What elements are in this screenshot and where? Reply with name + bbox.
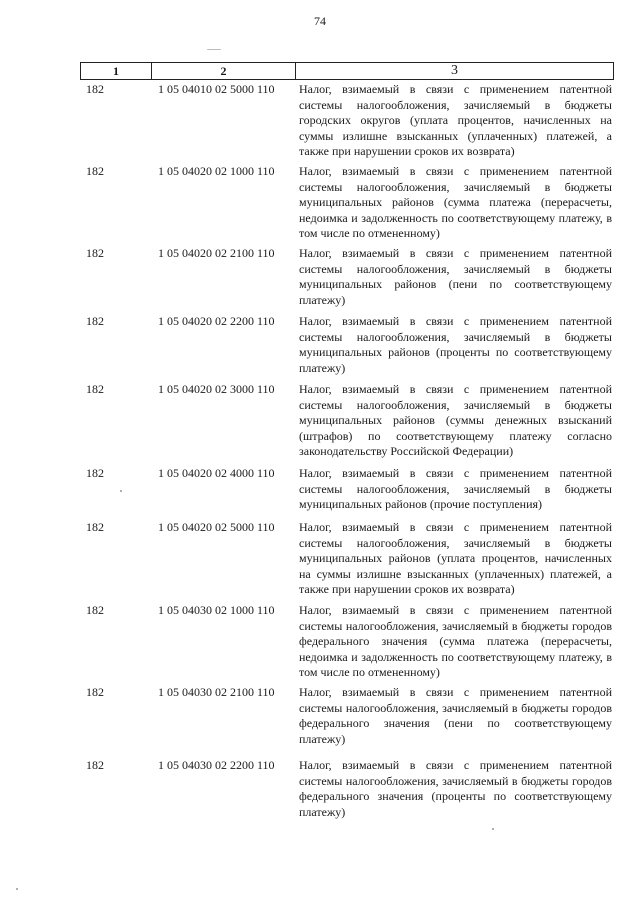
admin-code: 182 bbox=[86, 603, 104, 617]
column-header-1: 1 bbox=[81, 63, 152, 79]
budget-classification-code: 1 05 04020 02 2200 110 bbox=[158, 314, 275, 328]
income-description: Налог, взимаемый в связи с применением патентной системы налогообложения, зачисляемый в бюджеты муниципальных районов (уплата процентов, начисленных на суммы излишне взысканных (уплаченных) платежей, а также при нарушении сроков их возврата) bbox=[299, 520, 612, 596]
budget-classification-code: 1 05 04020 02 1000 110 bbox=[158, 164, 275, 178]
scan-artifact bbox=[16, 888, 18, 890]
scan-artifact bbox=[120, 490, 122, 492]
income-description: Налог, взимаемый в связи с применением патентной системы налогообложения, зачисляемый в бюджеты городов федерального значения (пени по соответствующему платежу) bbox=[299, 685, 612, 746]
budget-classification-code: 1 05 04030 02 1000 110 bbox=[158, 603, 275, 617]
budget-classification-code: 1 05 04020 02 4000 110 bbox=[158, 466, 275, 480]
income-description: Налог, взимаемый в связи с применением патентной системы налогообложения, зачисляемый в бюджеты городов федерального значения (сумма платежа (перерасчеты, недоимка и задолженность по соответствующему платежу, в том числе по отмененному) bbox=[299, 603, 612, 679]
admin-code: 182 bbox=[86, 685, 104, 699]
budget-classification-code: 1 05 04030 02 2200 110 bbox=[158, 758, 275, 772]
scan-artifact bbox=[492, 828, 494, 830]
income-description: Налог, взимаемый в связи с применением патентной системы налогообложения, зачисляемый в бюджеты городских округов (уплата процентов, начисленных на суммы излишне взысканных (уплаченных) платежей, а также при нарушении сроков их возврата) bbox=[299, 82, 612, 158]
table-header bbox=[80, 62, 614, 80]
income-description: Налог, взимаемый в связи с применением патентной системы налогообложения, зачисляемый в бюджеты муниципальных районов (пени по соответствующему платежу) bbox=[299, 246, 612, 307]
admin-code: 182 bbox=[86, 314, 104, 328]
budget-classification-code: 1 05 04030 02 2100 110 bbox=[158, 685, 275, 699]
income-description: Налог, взимаемый в связи с применением патентной системы налогообложения, зачисляемый в бюджеты муниципальных районов (прочие поступления) bbox=[299, 466, 612, 511]
admin-code: 182 bbox=[86, 164, 104, 178]
page-number: 74 bbox=[314, 14, 326, 28]
admin-code: 182 bbox=[86, 82, 104, 96]
column-header-3: 3 bbox=[451, 63, 458, 78]
scan-artifact bbox=[207, 49, 221, 50]
budget-classification-code: 1 05 04020 02 3000 110 bbox=[158, 382, 275, 396]
budget-classification-code: 1 05 04020 02 5000 110 bbox=[158, 520, 275, 534]
budget-classification-code: 1 05 04010 02 5000 110 bbox=[158, 82, 275, 96]
admin-code: 182 bbox=[86, 758, 104, 772]
income-description: Налог, взимаемый в связи с применением патентной системы налогообложения, зачисляемый в бюджеты муниципальных районов (проценты по соответствующему платежу) bbox=[299, 314, 612, 375]
admin-code: 182 bbox=[86, 466, 104, 480]
budget-classification-code: 1 05 04020 02 2100 110 bbox=[158, 246, 275, 260]
column-header-2: 2 bbox=[152, 63, 296, 79]
income-description: Налог, взимаемый в связи с применением патентной системы налогообложения, зачисляемый в бюджеты муниципальных районов (суммы денежных взысканий (штрафов) по соответствующему платежу согласно законодательству Российской Федерации) bbox=[299, 382, 612, 458]
income-description: Налог, взимаемый в связи с применением патентной системы налогообложения, зачисляемый в бюджеты городов федерального значения (проценты по соответствующему платежу) bbox=[299, 758, 612, 819]
income-description: Налог, взимаемый в связи с применением патентной системы налогообложения, зачисляемый в бюджеты муниципальных районов (сумма платежа (перерасчеты, недоимка и задолженность по соответствующему платежу, в том числе по отмененному) bbox=[299, 164, 612, 240]
admin-code: 182 bbox=[86, 520, 104, 534]
admin-code: 182 bbox=[86, 246, 104, 260]
admin-code: 182 bbox=[86, 382, 104, 396]
